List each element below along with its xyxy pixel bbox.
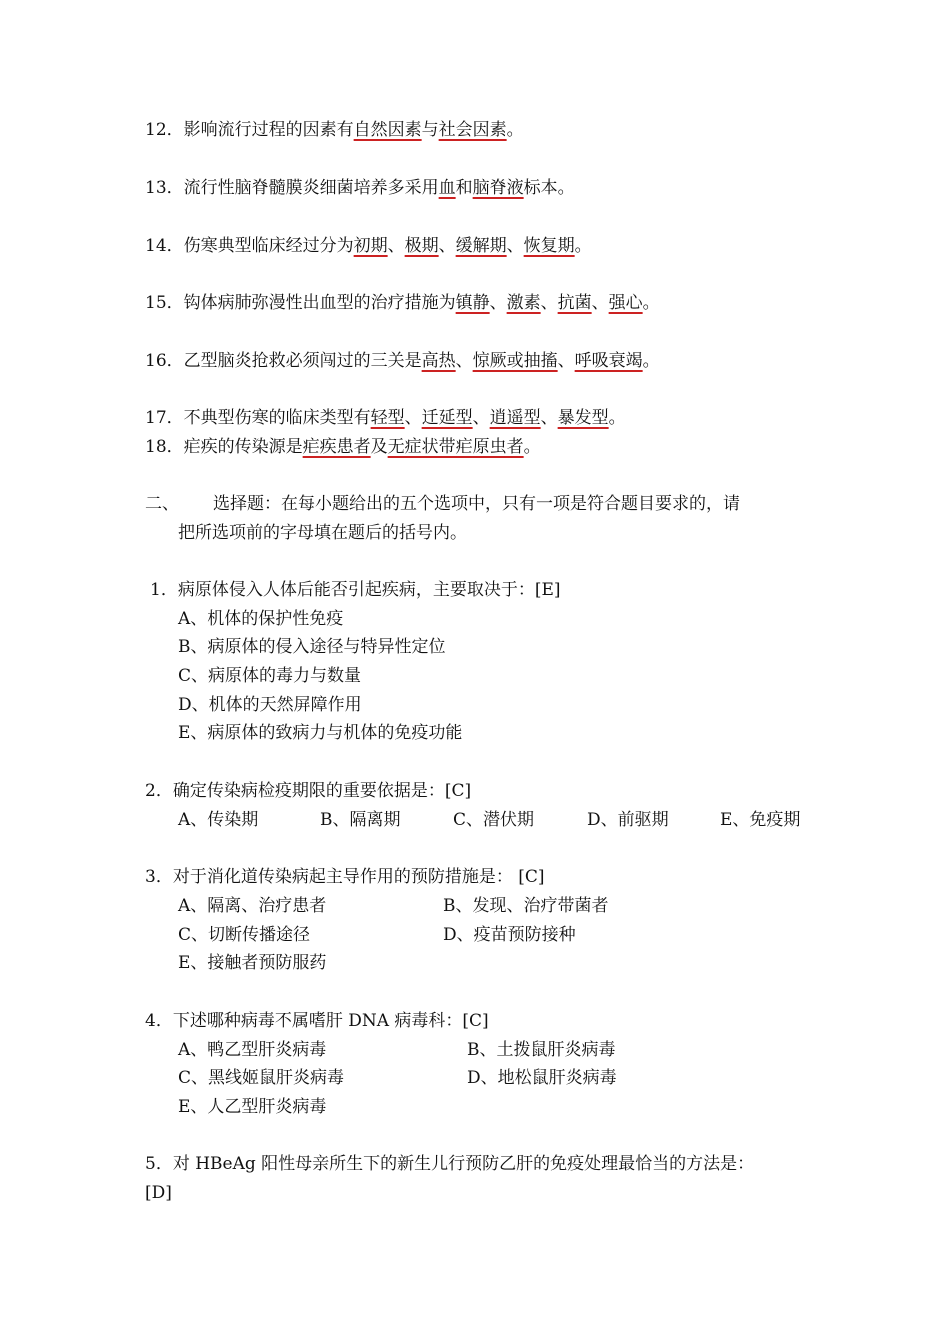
question-3-option-d: D、疫苗预防接种	[443, 925, 576, 945]
question-5-answer: [D]	[145, 1183, 172, 1203]
question-text: 、	[540, 293, 558, 313]
answer-text: 极期	[404, 236, 439, 256]
question-text: 影响流行过程的因素有	[183, 120, 354, 140]
question-2-option-c: C、潜伏期	[453, 810, 535, 830]
question-text: 及	[370, 437, 388, 457]
question-text: 不典型伤寒的临床类型有	[183, 408, 371, 428]
question-text: 、	[557, 351, 575, 371]
question-2-option-a: A、传染期	[178, 810, 259, 830]
question-text: 标本。	[523, 178, 575, 198]
item-number: 18．	[145, 437, 184, 457]
question-3-stem: 3．对于消化道传染病起主导作用的预防措施是： [C]	[145, 867, 545, 887]
answer-text: 呼吸衰竭	[574, 351, 643, 371]
question-4-option-c: C、黑线姬鼠肝炎病毒	[178, 1068, 345, 1088]
answer-text: 强心	[608, 293, 643, 313]
answer-text: 激素	[506, 293, 541, 313]
question-1-stem: 1．病原体侵入人体后能否引起疾病，主要取决于：[E]	[150, 580, 561, 600]
question-text: 、	[472, 408, 490, 428]
question-text: 。	[642, 351, 660, 371]
question-text: 。	[642, 293, 660, 313]
answer-text: 高热	[421, 351, 456, 371]
answer-text: 轻型	[370, 408, 405, 428]
question-2-option-d: D、前驱期	[587, 810, 669, 830]
question-3-option-e: E、接触者预防服药	[178, 953, 327, 973]
question-4-option-b: B、土拨鼠肝炎病毒	[467, 1040, 616, 1060]
question-text: 伤寒典型临床经过分为	[183, 236, 354, 256]
item-number: 16．	[145, 351, 184, 371]
answer-text: 初期	[353, 236, 388, 256]
item-number: 12．	[145, 120, 184, 140]
fill-blank-17	[145, 407, 626, 429]
item-number: 15．	[145, 293, 184, 313]
question-text: 、	[387, 236, 405, 256]
answer-text: 无症状带疟原虫者	[387, 437, 524, 457]
question-text: 、	[506, 236, 524, 256]
question-1-option-e: E、病原体的致病力与机体的免疫功能	[178, 723, 463, 743]
item-number: 13．	[145, 178, 184, 198]
answer-text: 镇静	[455, 293, 490, 313]
answer-text: 暴发型	[557, 408, 609, 428]
answer-text: 缓解期	[455, 236, 507, 256]
question-4-stem: 4．下述哪种病毒不属嗜肝 DNA 病毒科：[C]	[145, 1011, 489, 1031]
question-text: 。	[506, 120, 524, 140]
answer-text: 惊厥或抽搐	[472, 351, 558, 371]
item-number: 17．	[145, 408, 184, 428]
question-2-stem: 2．确定传染病检疫期限的重要依据是：[C]	[145, 781, 472, 801]
question-text: 、	[489, 293, 507, 313]
fill-blank-16	[145, 350, 660, 372]
answer-text: 自然因素	[353, 120, 422, 140]
answer-text: 逍遥型	[489, 408, 541, 428]
question-text: 疟疾的传染源是	[183, 437, 303, 457]
question-3-option-c: C、切断传播途径	[178, 925, 311, 945]
fill-blank-15	[145, 292, 660, 314]
question-1-option-c: C、病原体的毒力与数量	[178, 666, 362, 686]
question-4-option-a: A、鸭乙型肝炎病毒	[178, 1040, 327, 1060]
answer-text: 抗菌	[557, 293, 592, 313]
fill-blank-14	[145, 235, 592, 257]
answer-text: 社会因素	[438, 120, 507, 140]
question-4-option-e: E、人乙型肝炎病毒	[178, 1097, 327, 1117]
question-text: 。	[523, 437, 541, 457]
question-text: 流行性脑脊髓膜炎细菌培养多采用	[183, 178, 439, 198]
question-4-option-d: D、地松鼠肝炎病毒	[467, 1068, 617, 1088]
section-instruction-line-1: 选择题：在每小题给出的五个选项中，只有一项是符合题目要求的，请	[213, 494, 740, 514]
item-number: 14．	[145, 236, 184, 256]
answer-text: 迁延型	[421, 408, 473, 428]
question-text: 。	[608, 408, 626, 428]
question-text: 乙型脑炎抢救必须闯过的三关是	[183, 351, 422, 371]
question-1-option-d: D、机体的天然屏障作用	[178, 695, 362, 715]
question-3-option-a: A、隔离、治疗患者	[178, 896, 327, 916]
question-5-stem: 5．对 HBeAg 阳性母亲所生下的新生儿行预防乙肝的免疫处理最恰当的方法是：	[145, 1154, 755, 1174]
answer-text: 疟疾患者	[302, 437, 371, 457]
fill-blank-13	[145, 177, 575, 199]
question-text: 、	[438, 236, 456, 256]
fill-blank-18	[145, 436, 541, 458]
question-text: 钩体病肺弥漫性出血型的治疗措施为	[183, 293, 456, 313]
question-text: 。	[574, 236, 592, 256]
section-number: 二、	[145, 494, 179, 514]
answer-text: 脑脊液	[472, 178, 524, 198]
question-2-option-b: B、隔离期	[320, 810, 401, 830]
question-text: 、	[404, 408, 422, 428]
question-1-option-a: A、机体的保护性免疫	[178, 609, 344, 629]
question-text: 、	[540, 408, 558, 428]
question-text: 、	[591, 293, 609, 313]
question-text: 和	[455, 178, 473, 198]
fill-blank-12	[145, 119, 524, 141]
question-text: 与	[421, 120, 439, 140]
question-text: 、	[455, 351, 473, 371]
question-2-option-e: E、免疫期	[720, 810, 801, 830]
section-instruction-line-2: 把所选项前的字母填在题后的括号内。	[178, 523, 467, 543]
question-1-option-b: B、病原体的侵入途径与特异性定位	[178, 637, 446, 657]
question-3-option-b: B、发现、治疗带菌者	[443, 896, 609, 916]
answer-text: 血	[438, 178, 456, 198]
answer-text: 恢复期	[523, 236, 575, 256]
